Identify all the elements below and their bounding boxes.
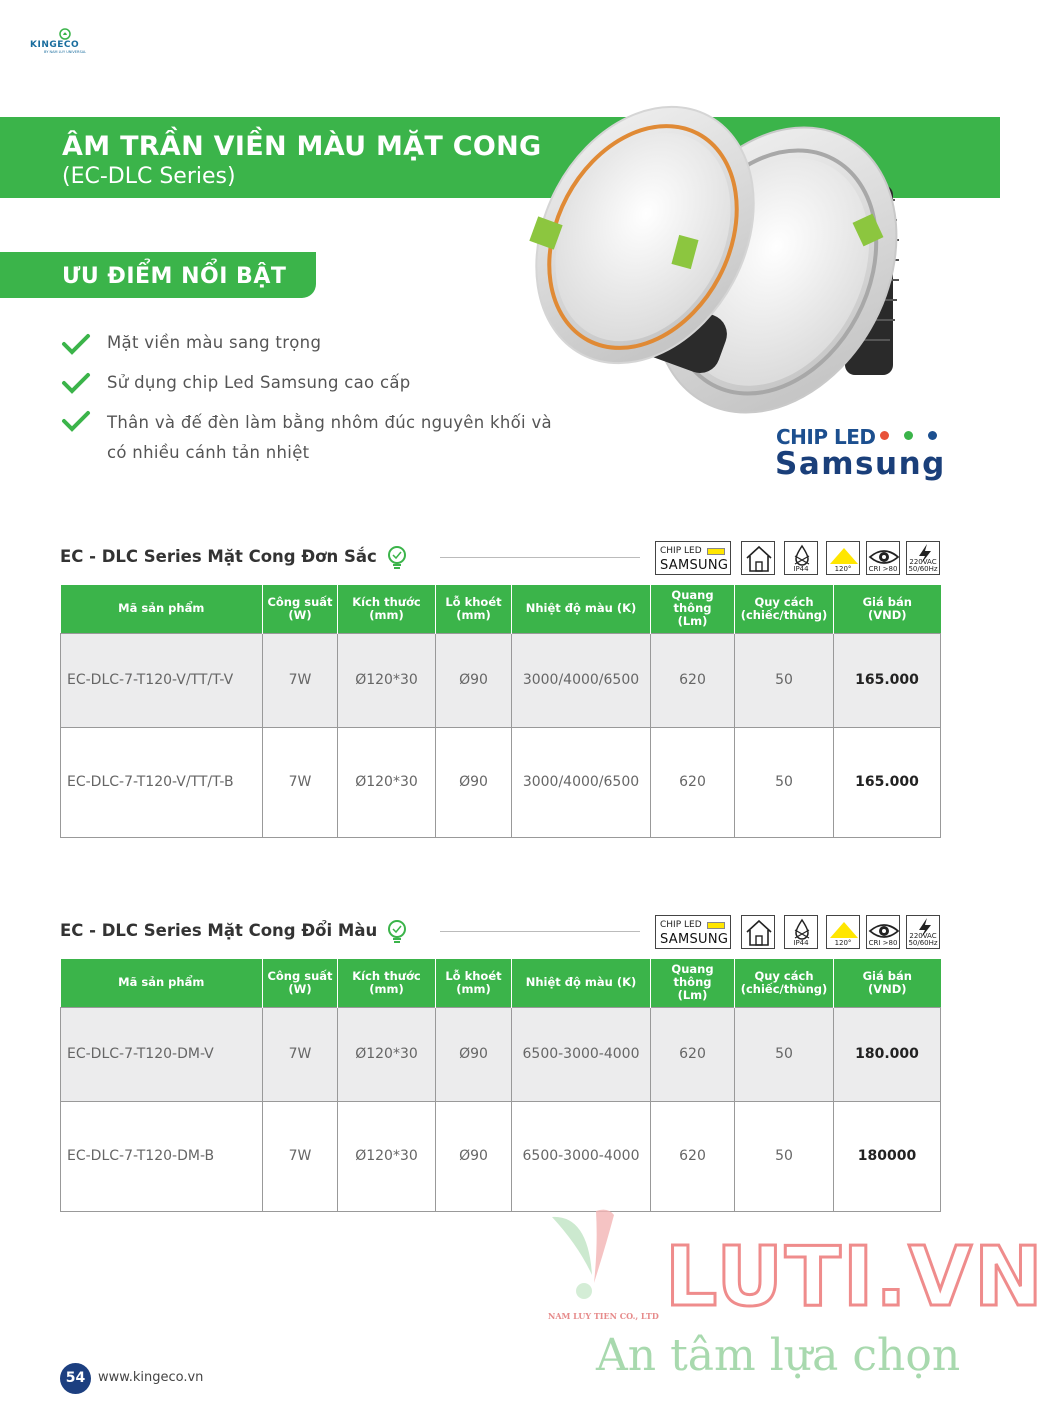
power: 7W: [263, 1007, 338, 1101]
watermark-company: NAM LUY TIEN CO., LTD: [548, 1311, 659, 1321]
col-header: Giá bán (VND): [834, 959, 941, 1007]
col-header: Nhiệt độ màu (K): [512, 959, 651, 1007]
page-number: 54: [60, 1363, 91, 1394]
spec-table-don-sac: [60, 585, 941, 838]
table-row: [61, 1101, 941, 1211]
frequency-text: 50/60Hz: [908, 939, 938, 947]
power: 7W: [263, 1101, 338, 1211]
feature-item: Mặt viền màu sang trọng: [107, 333, 322, 352]
cri-text: CRI >80: [868, 565, 898, 573]
col-header: Quang thông (Lm): [651, 585, 735, 633]
green-dot-icon: [904, 431, 913, 440]
table-row: [61, 1007, 941, 1101]
bulb-icon: [386, 919, 408, 945]
price: 165.000: [834, 727, 941, 837]
cri-text: CRI >80: [868, 939, 898, 947]
col-header: Mã sản phẩm: [61, 959, 263, 1007]
table-header-row: [61, 959, 941, 1007]
section-divider: [440, 931, 640, 932]
price: 180.000: [834, 1007, 941, 1101]
voltage-icon: [906, 541, 940, 575]
watermark-site: LUTI.VN: [665, 1230, 1045, 1325]
table-row: [61, 633, 941, 727]
col-header: Mã sản phẩm: [61, 585, 263, 633]
table-row: [61, 727, 941, 837]
power: 7W: [263, 727, 338, 837]
col-header: Lỗ khoét (mm): [436, 585, 512, 633]
luminous-flux: 620: [651, 727, 735, 837]
chip-led-samsung-badge: [655, 915, 731, 949]
col-header: Kích thước (mm): [338, 585, 436, 633]
website-link[interactable]: www.kingeco.vn: [98, 1370, 204, 1385]
luti-watermark-logo-icon: [548, 1205, 656, 1305]
color-temperature: 6500-3000-4000: [512, 1007, 651, 1101]
cutout: Ø90: [436, 1101, 512, 1211]
product-code: EC-DLC-7-T120-V/TT/T-B: [61, 727, 263, 837]
section-title: EC - DLC Series Mặt Cong Đơn Sắc: [60, 547, 377, 566]
chip-led-label: CHIP LED: [776, 425, 876, 449]
watermark-slogan: An tâm lựa chọn: [596, 1330, 961, 1381]
brand-tagline: BY NAM LUY UNIVERSAL: [44, 50, 87, 54]
feature-item: Thân và đế đèn làm bằng nhôm đúc nguyên khối và: [107, 413, 552, 432]
checkmark-icon: [62, 411, 90, 431]
section-title: EC - DLC Series Mặt Cong Đổi Màu: [60, 921, 378, 940]
product-code: EC-DLC-7-T120-DM-V: [61, 1007, 263, 1101]
red-dot-icon: [880, 431, 889, 440]
bulb-icon: [386, 545, 408, 571]
cutout: Ø90: [436, 1007, 512, 1101]
samsung-text: SAMSUNG: [660, 558, 729, 573]
downlight-product-image: [515, 105, 945, 415]
page-subtitle: (EC-DLC Series): [62, 164, 236, 189]
page-title: ÂM TRẦN VIỀN MÀU MẶT CONG: [62, 131, 542, 162]
samsung-label: Samsung: [775, 446, 946, 482]
voltage-icon: [906, 915, 940, 949]
beam-angle-text: 120°: [834, 939, 852, 947]
power: 7W: [263, 633, 338, 727]
col-header: Kích thước (mm): [338, 959, 436, 1007]
ip-rating-text: IP44: [793, 939, 809, 947]
brand-name: KINGECO: [30, 40, 80, 50]
beam-angle-text: 120°: [834, 565, 852, 573]
color-temperature: 3000/4000/6500: [512, 727, 651, 837]
frequency-text: 50/60Hz: [908, 565, 938, 573]
col-header: Nhiệt độ màu (K): [512, 585, 651, 633]
col-header: Lỗ khoét (mm): [436, 959, 512, 1007]
price: 180000: [834, 1101, 941, 1211]
chip-led-text: CHIP LED: [660, 920, 702, 930]
price: 165.000: [834, 633, 941, 727]
ip44-icon: [784, 541, 818, 575]
dimensions: Ø120*30: [338, 1101, 436, 1211]
col-header: Công suất (W): [263, 959, 338, 1007]
cutout: Ø90: [436, 727, 512, 837]
dimensions: Ø120*30: [338, 633, 436, 727]
product-code: EC-DLC-7-T120-V/TT/T-V: [61, 633, 263, 727]
packing: 50: [735, 1101, 834, 1211]
col-header: Quang thông (Lm): [651, 959, 735, 1007]
packing: 50: [735, 633, 834, 727]
voltage-text: 220VAC: [909, 932, 937, 940]
product-code: EC-DLC-7-T120-DM-B: [61, 1101, 263, 1211]
beam-angle-icon: [826, 541, 860, 575]
luminous-flux: 620: [651, 633, 735, 727]
color-temperature: 6500-3000-4000: [512, 1101, 651, 1211]
feature-item-continued: có nhiều cánh tản nhiệt: [107, 443, 310, 462]
col-header: Giá bán (VND): [834, 585, 941, 633]
dimensions: Ø120*30: [338, 727, 436, 837]
indoor-use-icon: [741, 915, 775, 949]
ip-rating-text: IP44: [793, 565, 809, 573]
voltage-text: 220VAC: [909, 558, 937, 566]
table-header-row: [61, 585, 941, 633]
feature-item: Sử dụng chip Led Samsung cao cấp: [107, 373, 411, 392]
col-header: Quy cách (chiếc/thùng): [735, 959, 834, 1007]
luminous-flux: 620: [651, 1007, 735, 1101]
spec-table-doi-mau: [60, 959, 941, 1212]
chip-led-text: CHIP LED: [660, 546, 702, 556]
color-temperature: 3000/4000/6500: [512, 633, 651, 727]
cri-eye-icon: [866, 915, 900, 949]
packing: 50: [735, 1007, 834, 1101]
col-header: Công suất (W): [263, 585, 338, 633]
advantages-title: ƯU ĐIỂM NỔI BẬT: [62, 264, 287, 289]
checkmark-icon: [62, 334, 90, 354]
cri-eye-icon: [866, 541, 900, 575]
chip-led-samsung-badge: [655, 541, 731, 575]
packing: 50: [735, 727, 834, 837]
samsung-text: SAMSUNG: [660, 932, 729, 947]
blue-dot-icon: [928, 431, 937, 440]
beam-angle-icon: [826, 915, 860, 949]
col-header: Quy cách (chiếc/thùng): [735, 585, 834, 633]
luminous-flux: 620: [651, 1101, 735, 1211]
dimensions: Ø120*30: [338, 1007, 436, 1101]
checkmark-icon: [62, 373, 90, 393]
section-divider: [440, 557, 640, 558]
cutout: Ø90: [436, 633, 512, 727]
indoor-use-icon: [741, 541, 775, 575]
led-chip-icon: [707, 922, 725, 929]
ip44-icon: [784, 915, 818, 949]
led-chip-icon: [707, 548, 725, 555]
